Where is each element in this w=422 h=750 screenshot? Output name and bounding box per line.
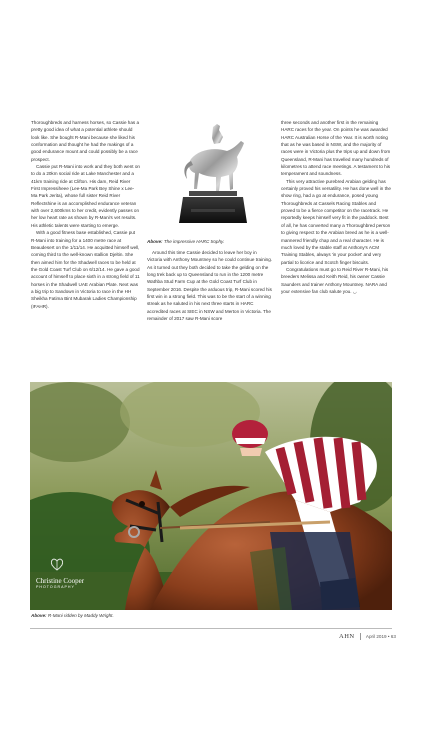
harc-trophy-illustration <box>147 119 273 237</box>
horse-and-jockey-photo <box>30 382 392 610</box>
issue-date: April 2019 <box>365 634 387 639</box>
watermark-name: Christine Cooper <box>36 577 85 585</box>
caption-text: The impressive HARC trophy. <box>162 239 225 244</box>
paragraph: With a good fitness base established, Cassie put R-Mani into training for a 1400 metre race at Beaudesert on the 1/11/14. He acquitted himself well, coming third to the well-known stallion Djeltin. She then aimed him for the Shadwell races to be held at the Gold Coast Turf Club on 6/12/14. He gave a good account of himself to place sixth in a strong field of 11 horses in the Shadwell UAE Arabian Plate. Next was a big trip to Sandown in Victoria to race in the HH Sheikha Fatima Bint Mubarak Ladies Championship (IFAHR). <box>31 230 140 309</box>
trophy-caption <box>147 239 273 245</box>
article-column-2 <box>147 249 273 322</box>
footer-rule <box>30 628 392 629</box>
magazine-name: AHN <box>339 633 355 640</box>
photo-caption <box>31 613 331 619</box>
watermark-subtitle: PHOTOGRAPHY <box>36 585 75 589</box>
paragraph: Congratulations must go to Reid River R-Mani, his breeders Melissa and Keith Reid, his owner Cassie Saunders and trainer Anthony Mountney. NARA and your extensive fan club salute you. ◡ <box>281 266 389 294</box>
article-column-1 <box>31 119 140 310</box>
footer-bullet: • <box>387 634 390 639</box>
caption-text: R-Mani ridden by Maddy Wright. <box>46 613 114 618</box>
article-column-3 <box>281 119 391 295</box>
caption-label: Above: <box>31 613 47 618</box>
paragraph: Cassie put R-Mani into work and they both went on to do a 20km social ride at Lake Manchester and a 41km training ride at Clifton. His dam, Reid River First Impressiheee (Lee-Ma Park Bey Shine x Lee-Ma Park Jerita), whose full sister Reid River Reflectshine is an accomplished endurance veteran with over 2,600kms to her credit, evidently passes on her low heart rate as shown by R-Mani's vet results. His athletic talents were starting to emerge. <box>31 164 140 228</box>
paragraph: This very attractive purebred Arabian gelding has certainly proved his versatility. He has done well in the show ring, had a go at endurance, posed young Thoroughbreds at Cassels Racing Stables and proved to be a fierce competitor on the racetrack. He reportedly keeps himself very fit in the paddock. Best of all, he has converted many a Thoroughbred person to giving respect to the Arabian breed as he is a well-mannered friendly chap and a real character. He is much loved by the stable staff at Anthony's ACM Training Stables, always 'in your pocket' and very partial to licorice and Scotch finger biscuits. <box>281 178 391 265</box>
caption-label: Above: <box>147 239 163 244</box>
paragraph: Around this time Cassie decided to leave her boy in Victoria with Anthony Mountney so he could continue training. As it turned out they both decided to take the gelding on the long trek back up to Queensland to run in the 1200 metre Wathba Stud Farm Cup at the Gold Coast Turf Club in September 2016. Despite the arduous trip, R-Mani scored his first win in a strong field. This was to be the start of a winning streak as he saluted in his next three starts in HARC accredited races at SIEC in NSW and Merton in Victoria. The remainder of 2017 saw R-Mani score <box>147 250 273 322</box>
trophy-image <box>147 119 273 237</box>
paragraph: Thoroughbreds and harness horses, so Cassie has a pretty good idea of what a potential athlete should look like. She bought R-Mani because she liked his conformation and thought he had the makings of a good endurance mount and could possibly be a race prospect. <box>31 120 140 162</box>
paragraph: three seconds and another first in the remaining HARC races for the year. On points he was awarded HARC Australian Horse of the Year. It is worth noting that as he was based in NSW, and the majority of races were in Victoria plus the trips up and down from Queensland, R-Mani has travelled many hundreds of kilometres to attend race meetings. A testament to his temperament and soundness. <box>281 120 391 177</box>
footer-divider <box>360 633 361 640</box>
page-footer <box>339 633 396 640</box>
page-number: 63 <box>390 634 396 639</box>
race-photo <box>30 382 392 610</box>
photographer-watermark <box>36 578 84 590</box>
